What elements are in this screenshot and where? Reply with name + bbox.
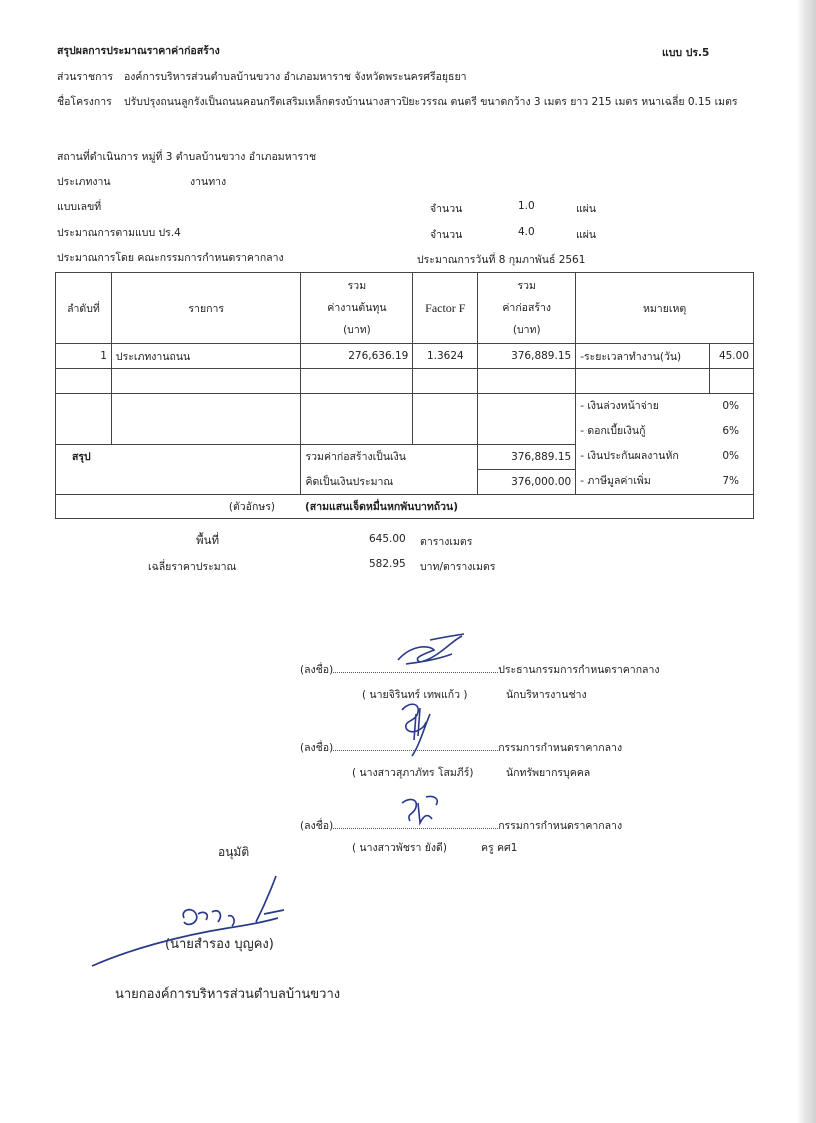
signature-scribble-2	[398, 700, 438, 760]
header-total-line3: (บาท)	[512, 324, 541, 336]
avg-price-label: เฉลี่ยราคาประมาณ	[148, 561, 237, 573]
signer-name: ( นางสาวสุภาภัทร โสมภีร์)	[352, 767, 474, 779]
condition-item	[576, 394, 753, 419]
header-cost-line1: รวม	[347, 280, 367, 292]
sign-label: (ลงชื่อ)	[300, 820, 334, 832]
table-row	[56, 344, 754, 369]
table-row-blank	[56, 394, 754, 445]
conditions-cell	[576, 394, 754, 495]
signer-name: ( นายจิรินทร์ เทพแก้ว )	[362, 689, 468, 701]
work-type-label: ประเภทงาน	[57, 176, 111, 188]
agency-value: องค์การบริหารส่วนตำบลบ้านขวาง อำเภอมหาราช จังหวัดพระนครศรีอยุธยา	[124, 71, 467, 83]
plan-unit: แผ่น	[576, 203, 597, 215]
condition-label: - ดอกเบี้ยเงินกู้	[580, 425, 646, 437]
table-header-row	[56, 273, 754, 344]
header-cost-line3: (บาท)	[343, 324, 371, 336]
condition-item	[576, 444, 753, 469]
area-unit: ตารางเมตร	[420, 536, 473, 548]
work-type-value: งานทาง	[190, 176, 227, 188]
row-factor: 1.3624	[413, 344, 478, 369]
signer-position: นักบริหารงานช่าง	[506, 689, 587, 701]
condition-value: 7%	[722, 475, 739, 487]
condition-item	[576, 419, 753, 444]
project-label: ชื่อโครงการ	[57, 96, 112, 108]
approval-label: อนุมัติ	[218, 845, 250, 859]
signature-scribble-3	[396, 793, 456, 829]
plan-qty: 1.0	[518, 200, 535, 212]
area-label: พื้นที่	[196, 533, 220, 547]
budget-label: คิดเป็นเงินประมาณ	[301, 469, 478, 494]
row-cost: 276,636.19	[301, 344, 413, 369]
signer-role: กรรมการกำหนดราคากลาง	[498, 820, 623, 832]
signature-block-3	[300, 817, 622, 834]
signature-block-1	[300, 661, 660, 678]
signer-position: นักทรัพยากรบุคคล	[506, 767, 591, 779]
header-cost-line2: ค่างานต้นทุน	[327, 302, 387, 314]
document-title: สรุปผลการประมาณราคาค่าก่อสร้าง	[57, 45, 220, 57]
condition-label: - เงินประกันผลงานหัก	[580, 450, 679, 462]
sign-label: (ลงชื่อ)	[300, 664, 334, 676]
agency-label: ส่วนราชการ	[57, 71, 114, 83]
condition-item	[576, 469, 753, 494]
signer-role: กรรมการกำหนดราคากลาง	[498, 742, 623, 754]
signature-scribble-1	[390, 632, 470, 672]
form-code: แบบ ปร.5	[662, 47, 710, 59]
sum-total-label: รวมค่าก่อสร้างเป็นเงิน	[301, 444, 478, 469]
summary-label: สรุป	[56, 444, 301, 469]
area-value: 645.00	[369, 533, 406, 545]
sum-total-value: 376,889.15	[478, 444, 576, 469]
budget-value: 376,000.00	[478, 469, 576, 494]
header-factor: Factor F	[413, 273, 478, 344]
project-value: ปรับปรุงถนนลูกรังเป็นถนนคอนกรีตเสริมเหล็กตรงบ้านนางสาวปิยะวรรณ ตนตรี ขนาดกว้าง 3 เมตร ยาว 215 เมตร หนาเฉลี่ย 0.15 เมตร	[124, 96, 738, 108]
estimate-date: ประมาณการวันที่ 8 กุมภาพันธ์ 2561	[417, 254, 586, 266]
plan-qty-label: จำนวน	[430, 203, 463, 215]
estimated-by: ประมาณการโดย คณะกรรมการกำหนดราคากลาง	[57, 252, 284, 264]
header-no: ลำดับที่	[56, 273, 112, 344]
condition-value: 0%	[722, 450, 739, 462]
sign-label: (ลงชื่อ)	[300, 742, 334, 754]
avg-price-unit: บาท/ตารางเมตร	[420, 561, 496, 573]
condition-label: - ภาษีมูลค่าเพิ่ม	[580, 475, 651, 487]
estimate-table	[55, 272, 754, 519]
row-total: 376,889.15	[478, 344, 576, 369]
header-cost	[301, 273, 413, 344]
row-remark: -ระยะเวลาทำงาน(วัน)	[576, 344, 710, 369]
estimate-form-label: ประมาณการตามแบบ ปร.4	[57, 227, 181, 239]
header-remark: หมายเหตุ	[576, 273, 754, 344]
header-total-line1: รวม	[517, 280, 536, 292]
header-total-line2: ค่าก่อสร้าง	[502, 302, 552, 314]
plan-number-label: แบบเลขที่	[57, 201, 102, 213]
header-item: รายการ	[111, 273, 301, 344]
row-no: 1	[56, 344, 112, 369]
condition-label: - เงินล่วงหน้าจ่าย	[580, 400, 659, 412]
signature-block-2	[300, 739, 622, 756]
avg-price-value: 582.95	[369, 558, 406, 570]
estimate-qty: 4.0	[518, 226, 535, 238]
approver-name: (นายสำรอง บุญคง)	[165, 937, 274, 952]
condition-value: 0%	[722, 400, 739, 412]
signer-name: ( นางสาวพัชรา ยังดี)	[352, 842, 447, 854]
header-total	[478, 273, 576, 344]
estimate-unit: แผ่น	[576, 229, 597, 241]
estimate-qty-label: จำนวน	[430, 229, 463, 241]
signer-position: ครู คศ1	[481, 842, 518, 854]
page-edge-shadow	[797, 0, 816, 1123]
table-row-empty	[56, 369, 754, 394]
row-item: ประเภทงานถนน	[111, 344, 301, 369]
signer-role: ประธานกรรมการกำหนดราคากลาง	[498, 664, 660, 676]
location-text: สถานที่ดำเนินการ หมู่ที่ 3 ตำบลบ้านขวาง อำเภอมหาราช	[57, 151, 317, 163]
approver-title: นายกองค์การบริหารส่วนตำบลบ้านขวาง	[115, 987, 341, 1002]
row-remark-value: 45.00	[709, 344, 753, 369]
words-row	[56, 495, 754, 519]
approver-signature	[88, 870, 288, 970]
condition-value: 6%	[722, 425, 739, 437]
words-value: (สามแสนเจ็ดหมื่นหกพันบาทถ้วน)	[301, 495, 754, 519]
words-label: (ตัวอักษร)	[56, 495, 301, 519]
